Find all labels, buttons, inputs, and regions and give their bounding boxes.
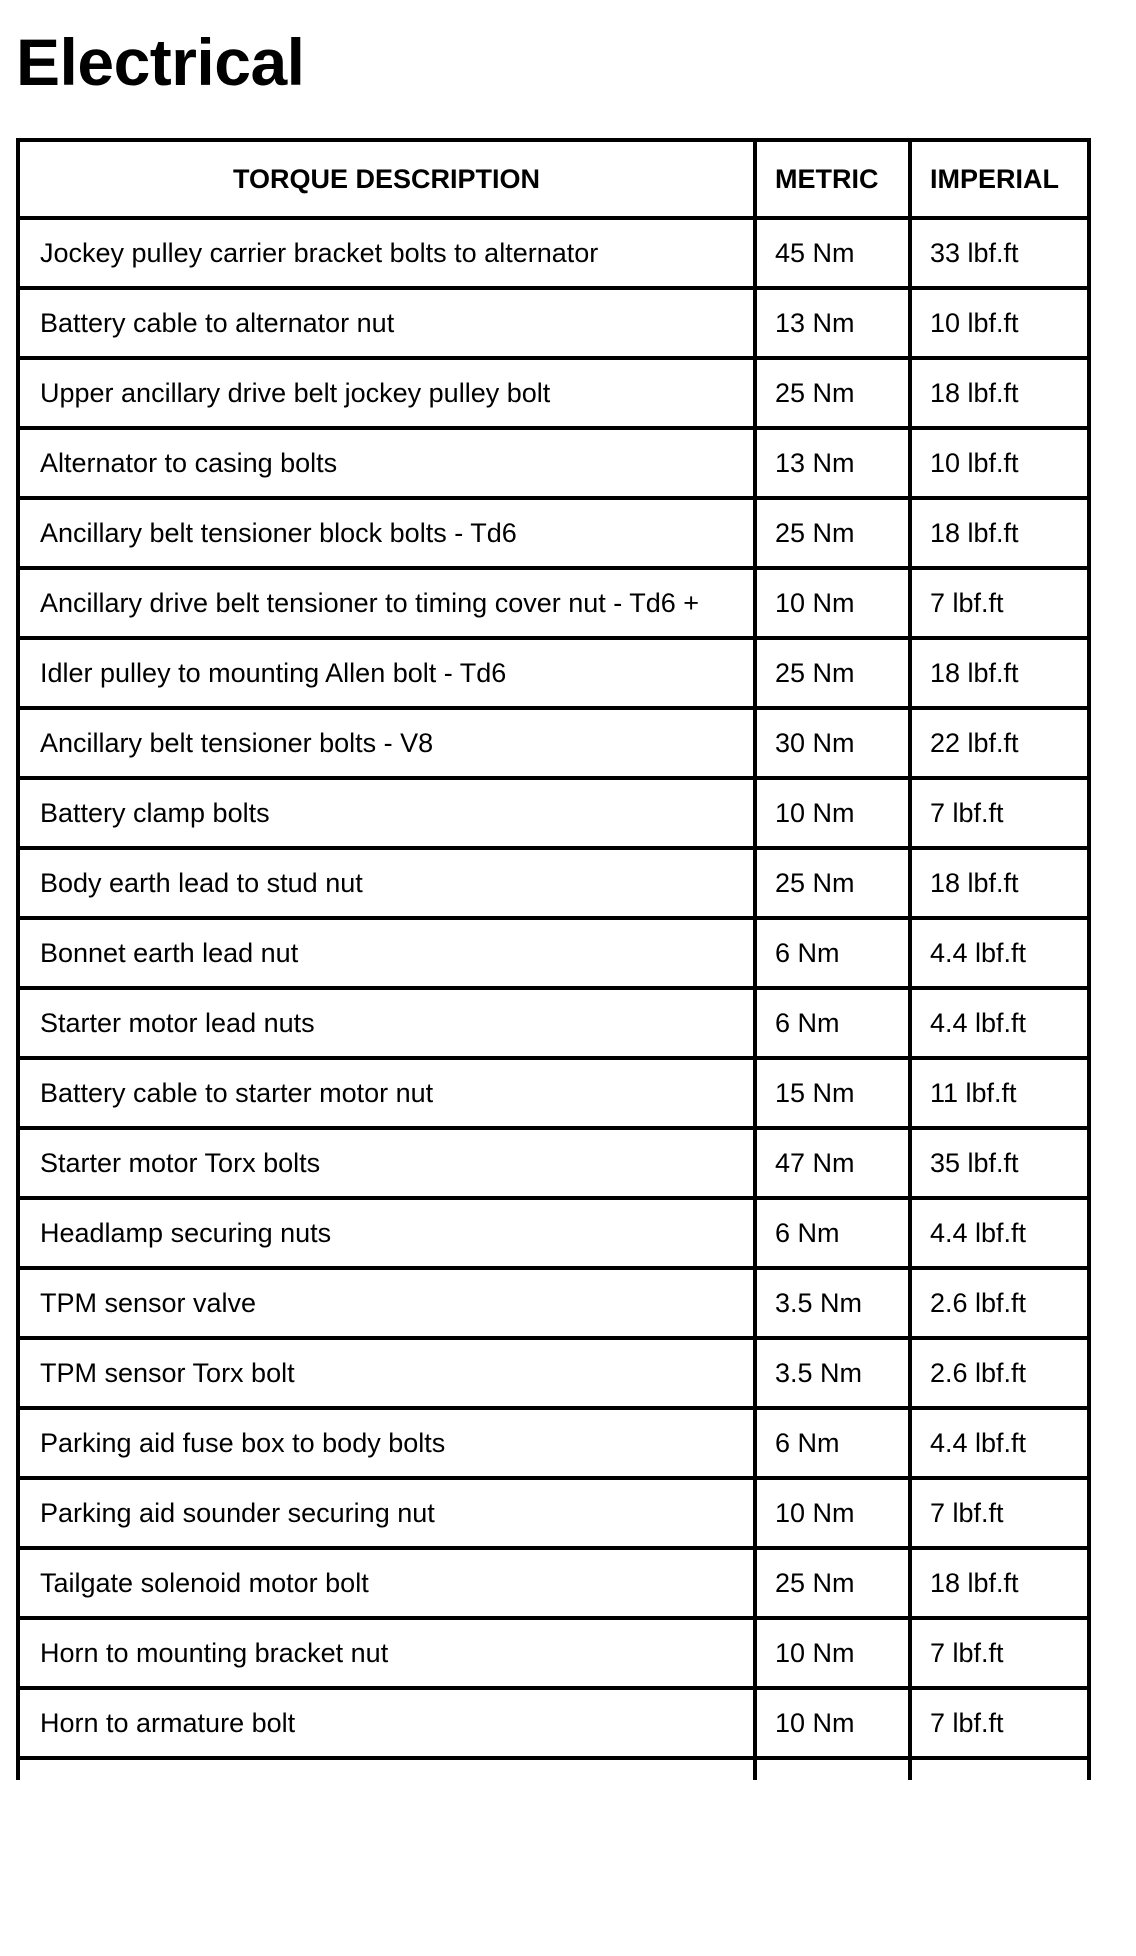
cell-description: Alternator to casing bolts bbox=[18, 428, 755, 498]
cell-description: Jockey pulley carrier bracket bolts to alternator bbox=[18, 218, 755, 288]
table-row bbox=[18, 708, 1089, 778]
table-row bbox=[18, 218, 1089, 288]
cell-imperial: 4.4 lbf.ft bbox=[910, 1408, 1089, 1478]
cell-metric: 3.5 Nm bbox=[755, 1268, 910, 1338]
table-row bbox=[18, 568, 1089, 638]
table-row bbox=[18, 778, 1089, 848]
cell-metric: 6 Nm bbox=[755, 1408, 910, 1478]
cell-description: Parking aid sounder securing nut bbox=[18, 1478, 755, 1548]
empty-cell bbox=[755, 1758, 910, 1780]
cell-imperial: 4.4 lbf.ft bbox=[910, 1198, 1089, 1268]
cell-description: Body earth lead to stud nut bbox=[18, 848, 755, 918]
cell-description: Tailgate solenoid motor bolt bbox=[18, 1548, 755, 1618]
table-row bbox=[18, 918, 1089, 988]
cell-imperial: 18 lbf.ft bbox=[910, 1548, 1089, 1618]
cell-metric: 10 Nm bbox=[755, 568, 910, 638]
cell-metric: 3.5 Nm bbox=[755, 1338, 910, 1408]
cell-metric: 10 Nm bbox=[755, 1688, 910, 1758]
table-row bbox=[18, 288, 1089, 358]
table-header-row bbox=[18, 140, 1089, 218]
cell-description: Starter motor lead nuts bbox=[18, 988, 755, 1058]
cell-imperial: 35 lbf.ft bbox=[910, 1128, 1089, 1198]
cell-description: Ancillary belt tensioner block bolts - Td6 bbox=[18, 498, 755, 568]
cell-imperial: 7 lbf.ft bbox=[910, 1688, 1089, 1758]
cell-description: Ancillary belt tensioner bolts - V8 bbox=[18, 708, 755, 778]
cell-description: Parking aid fuse box to body bolts bbox=[18, 1408, 755, 1478]
table-row bbox=[18, 358, 1089, 428]
table-row bbox=[18, 1198, 1089, 1268]
cell-imperial: 18 lbf.ft bbox=[910, 358, 1089, 428]
cell-metric: 25 Nm bbox=[755, 1548, 910, 1618]
table-body bbox=[18, 218, 1089, 1780]
cell-description: Starter motor Torx bolts bbox=[18, 1128, 755, 1198]
cell-imperial: 10 lbf.ft bbox=[910, 288, 1089, 358]
cell-description: Horn to armature bolt bbox=[18, 1688, 755, 1758]
table-row bbox=[18, 428, 1089, 498]
cell-metric: 13 Nm bbox=[755, 288, 910, 358]
empty-cell bbox=[18, 1758, 755, 1780]
cell-metric: 25 Nm bbox=[755, 638, 910, 708]
cell-description: Battery clamp bolts bbox=[18, 778, 755, 848]
table-row bbox=[18, 1268, 1089, 1338]
table-row bbox=[18, 498, 1089, 568]
cell-imperial: 33 lbf.ft bbox=[910, 218, 1089, 288]
table-row bbox=[18, 1478, 1089, 1548]
table-row bbox=[18, 1548, 1089, 1618]
header-metric: METRIC bbox=[755, 140, 910, 218]
cell-imperial: 4.4 lbf.ft bbox=[910, 988, 1089, 1058]
table-row bbox=[18, 1128, 1089, 1198]
cell-imperial: 22 lbf.ft bbox=[910, 708, 1089, 778]
table-row bbox=[18, 1338, 1089, 1408]
table-row bbox=[18, 1688, 1089, 1758]
cell-description: Battery cable to alternator nut bbox=[18, 288, 755, 358]
cell-imperial: 10 lbf.ft bbox=[910, 428, 1089, 498]
table-row bbox=[18, 848, 1089, 918]
cell-imperial: 7 lbf.ft bbox=[910, 1618, 1089, 1688]
cell-imperial: 7 lbf.ft bbox=[910, 1478, 1089, 1548]
cell-imperial: 18 lbf.ft bbox=[910, 498, 1089, 568]
cell-description: Upper ancillary drive belt jockey pulley bolt bbox=[18, 358, 755, 428]
cell-description: Ancillary drive belt tensioner to timing cover nut - Td6 + bbox=[18, 568, 755, 638]
cell-imperial: 7 lbf.ft bbox=[910, 778, 1089, 848]
table-row-cut-off bbox=[18, 1758, 1089, 1780]
cell-description: Headlamp securing nuts bbox=[18, 1198, 755, 1268]
cell-metric: 6 Nm bbox=[755, 1198, 910, 1268]
torque-table bbox=[16, 138, 1091, 1780]
cell-metric: 15 Nm bbox=[755, 1058, 910, 1128]
cell-metric: 30 Nm bbox=[755, 708, 910, 778]
cell-imperial: 18 lbf.ft bbox=[910, 848, 1089, 918]
page-title: Electrical bbox=[16, 25, 305, 99]
cell-metric: 10 Nm bbox=[755, 778, 910, 848]
cell-imperial: 4.4 lbf.ft bbox=[910, 918, 1089, 988]
cell-imperial: 2.6 lbf.ft bbox=[910, 1268, 1089, 1338]
cell-metric: 47 Nm bbox=[755, 1128, 910, 1198]
cell-description: Idler pulley to mounting Allen bolt - Td6 bbox=[18, 638, 755, 708]
cell-imperial: 7 lbf.ft bbox=[910, 568, 1089, 638]
cell-imperial: 11 lbf.ft bbox=[910, 1058, 1089, 1128]
cell-description: Bonnet earth lead nut bbox=[18, 918, 755, 988]
cell-metric: 6 Nm bbox=[755, 988, 910, 1058]
cell-metric: 25 Nm bbox=[755, 848, 910, 918]
cell-metric: 6 Nm bbox=[755, 918, 910, 988]
cell-description: Battery cable to starter motor nut bbox=[18, 1058, 755, 1128]
cell-imperial: 18 lbf.ft bbox=[910, 638, 1089, 708]
cell-metric: 25 Nm bbox=[755, 498, 910, 568]
cell-metric: 25 Nm bbox=[755, 358, 910, 428]
cell-metric: 10 Nm bbox=[755, 1618, 910, 1688]
table-row bbox=[18, 638, 1089, 708]
header-description: TORQUE DESCRIPTION bbox=[18, 140, 755, 218]
cell-description: TPM sensor Torx bolt bbox=[18, 1338, 755, 1408]
cell-metric: 10 Nm bbox=[755, 1478, 910, 1548]
cell-description: TPM sensor valve bbox=[18, 1268, 755, 1338]
table-row bbox=[18, 1618, 1089, 1688]
header-imperial: IMPERIAL bbox=[910, 140, 1089, 218]
cell-description: Horn to mounting bracket nut bbox=[18, 1618, 755, 1688]
cell-metric: 13 Nm bbox=[755, 428, 910, 498]
table-row bbox=[18, 988, 1089, 1058]
empty-cell bbox=[910, 1758, 1089, 1780]
table-row bbox=[18, 1058, 1089, 1128]
cell-imperial: 2.6 lbf.ft bbox=[910, 1338, 1089, 1408]
cell-metric: 45 Nm bbox=[755, 218, 910, 288]
table-row bbox=[18, 1408, 1089, 1478]
